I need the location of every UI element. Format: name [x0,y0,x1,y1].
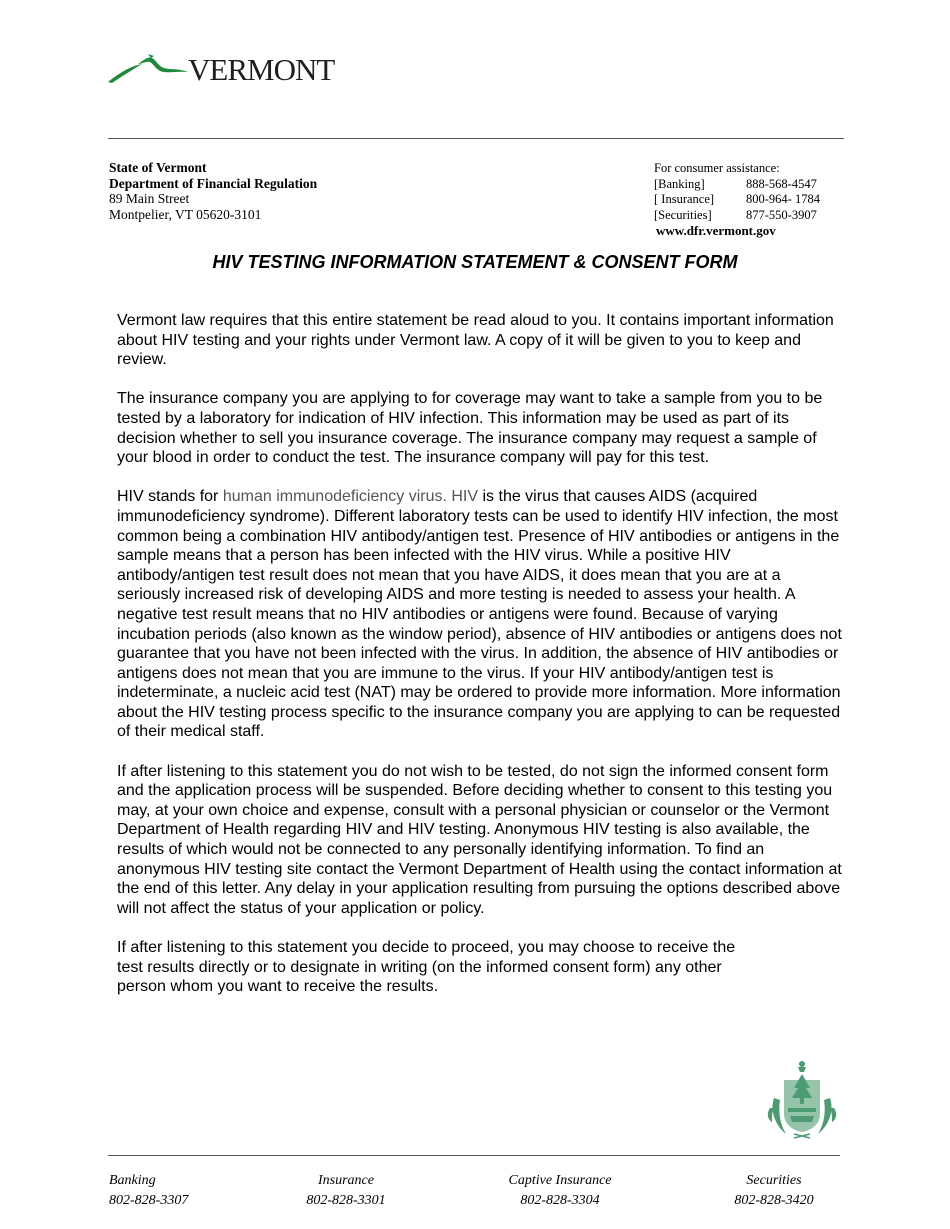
mountain-leaf-icon [108,52,190,86]
consumer-assistance-block [654,161,854,239]
paragraph-intro: Vermont law requires that this entire statement be read aloud to you. It contains important information about HIV testing and your rights under Vermont law. A copy of it will be given to you to keep and review. [117,312,834,369]
address-block [109,160,317,223]
contact-heading: For consumer assistance: [654,161,780,175]
contact-phone: 888-568-4547 [746,176,817,191]
footer-label: Banking [109,1173,156,1188]
footer-phone: 802-828-3304 [520,1192,600,1208]
contact-row-banking [654,177,854,193]
contact-label: [Securities] [654,207,712,222]
paragraph-sample: The insurance company you are applying to for coverage may want to take a sample from you to be tested by a laboratory for indication of HIV infection. This information may be used as part of its decision whether to sell you insurance coverage. The insurance company may request a sample of your blood in order to conduct the test. The insurance company will pay for this test. [117,390,823,467]
footer-phone: 802-828-3307 [109,1192,189,1208]
contact-row-securities [654,208,854,224]
footer-phone: 802-828-3301 [306,1192,386,1208]
address-line-street: 89 Main Street [109,191,190,207]
vermont-logo [108,52,338,88]
vermont-seal-icon [764,1058,840,1140]
header-divider [108,138,844,139]
footer-label: Insurance [318,1173,374,1188]
contact-phone: 877-550-3907 [746,207,817,222]
footer-col-securities [724,1171,824,1210]
state-seal [764,1058,840,1140]
footer-col-captive-insurance [490,1171,630,1210]
statement-body [117,311,845,1016]
address-line-city: Montpelier, VT 05620-3101 [109,207,262,223]
footer-col-insurance [296,1171,396,1210]
contact-label: [Banking] [654,176,705,191]
hiv-definition-lead: HIV stands for [117,488,223,506]
footer-col-banking [109,1171,188,1210]
contact-row-insurance [654,192,854,208]
footer-label: Captive Insurance [508,1173,612,1188]
contact-label: [ Insurance] [654,192,715,206]
footer-divider [108,1155,840,1156]
contact-phone: 800-964- 1784 [746,192,820,206]
page-title: HIV TESTING INFORMATION STATEMENT & CONSENT FORM [212,252,738,272]
address-line-state: State of Vermont [109,160,207,175]
address-line-department: Department of Financial Regulation [109,175,318,191]
footer-phone: 802-828-3420 [734,1192,814,1208]
hiv-definition-text: is the virus that causes AIDS (acquired immunodeficiency syndrome). Different laboratory tests can be used to identify HIV infection, the most common being a combination HIV antibody/antigen test. Presence of HIV antibodies or antigens in the sample means that a person has been infected with the HIV virus. While a positive HIV antibody/antigen test result does not mean that you have AIDS, it does mean that you are at a seriously increased risk of developing AIDS and more testing is needed to assess your health. A negative test result means that no HIV antibodies or antigens were found. Because of varying incubation periods (also known as the window period), absence of HIV antibodies or antigens does not guarantee that you have not been infected with the virus. In addition, the absence of HIV antibodies or antigens does not mean that you are immune to the virus. If your HIV antibody/antigen test is indeterminate, a nucleic acid test (NAT) may be ordered to provide more information. More information about the HIV testing process specific to the insurance company you are applying to can be requested of their medical staff. [117,488,842,741]
paragraph-hiv-definition [117,487,845,742]
paragraph-proceed: If after listening to this statement you decide to proceed, you may choose to receive the test results directly or to designate in writing (on the informed consent form) any other person whom you want to receive the results. [117,939,736,996]
paragraph-options: If after listening to this statement you do not wish to be tested, do not sign the informed consent form and the application process will be suspended. Before deciding whether to consent to this testing you may, at your own choice and expense, consult with a personal physician or counselor or the Vermont Department of Health regarding HIV and HIV testing. Anonymous HIV testing is also available, the results of which would not be connected to any personally identifying information. To find an anonymous HIV testing site contact the Vermont Department of Health using the contact information at the end of this letter. Any delay in your application resulting from pursuing the options described above will not affect the status of your application or policy. [117,762,842,917]
hiv-definition-term: human immunodeficiency virus. HIV [222,488,479,506]
logo-wordmark: VERMONT [188,52,335,87]
website-link[interactable]: www.dfr.vermont.gov [656,223,776,238]
footer-label: Securities [746,1173,802,1188]
